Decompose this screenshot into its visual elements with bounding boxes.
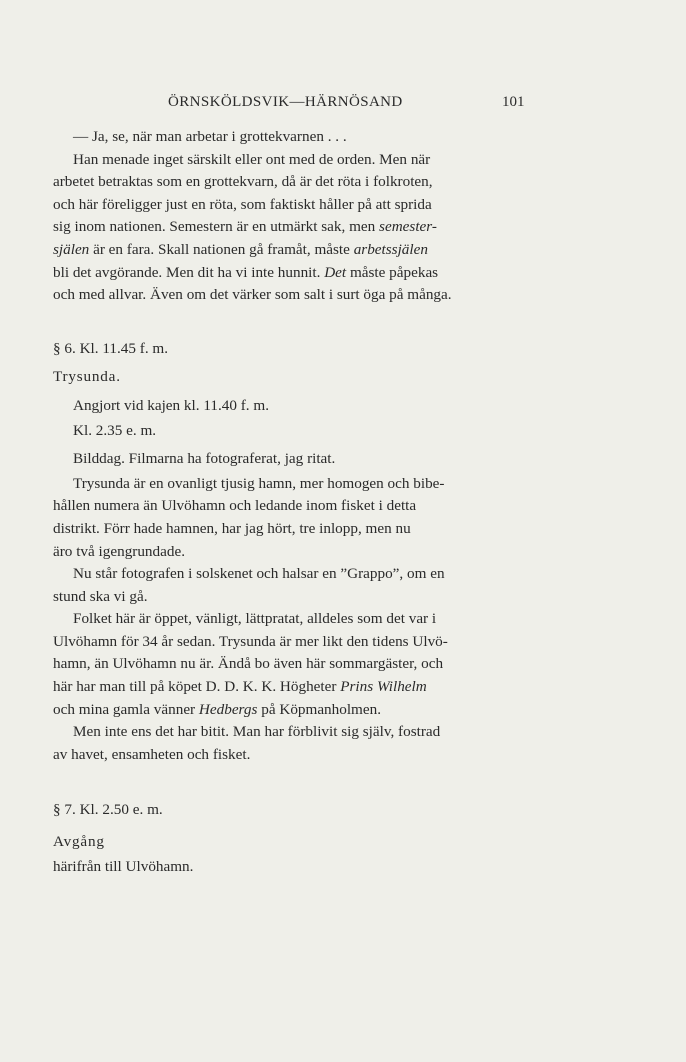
text-span: sig inom nationen. Semestern är en utmärkt sak, men [53, 218, 376, 236]
section-heading: § 6. Kl. 11.45 f. m. [53, 339, 169, 357]
text-line: härifrån till Ulvöhamn. [53, 857, 194, 875]
italic-text: semester- [379, 218, 437, 236]
italic-text: Hedbergs [198, 700, 258, 718]
place-heading: Trysunda. [53, 368, 121, 386]
text-line: arbetet betraktas som en grottekvarn, då är det röta i folkroten, [53, 173, 433, 191]
text-line: Folket här är öppet, vänligt, lättpratat, alldeles som det var i [73, 610, 437, 628]
text-line: äro två igengrundade. [53, 542, 185, 560]
italic-text: Det [324, 263, 347, 281]
text-span: här har man till på köpet D. D. K. K. Högheter [53, 678, 337, 696]
text-line: och med allvar. Även om det värker som salt i surt öga på många. [53, 286, 452, 304]
paragraph-folket [53, 608, 524, 721]
paragraph-photographer [53, 563, 524, 608]
text-span: måste påpekas [349, 263, 439, 281]
text-line: och här föreligger just en röta, som faktiskt håller på att sprida [53, 195, 432, 213]
text-line: Trysunda är en ovanligt tjusig hamn, mer homogen och bibe- [73, 474, 445, 492]
section-label: Avgång [53, 833, 105, 851]
paragraph-trysunda [53, 473, 524, 563]
section-heading: § 7. Kl. 2.50 e. m. [53, 801, 163, 819]
page-number: 101 [502, 94, 525, 110]
text-span: är en fara. Skall nationen gå framåt, måste [93, 240, 350, 258]
italic-text: arbetssjälen [353, 240, 428, 258]
text-line: av havet, ensamheten och fisket. [53, 745, 251, 763]
text-line: Nu står fotografen i solskenet och halsar en ”Grappo”, om en [73, 565, 445, 583]
text-span: bli det avgörande. Men dit ha vi inte hunnit. [53, 263, 321, 281]
text-line: hamn, än Ulvöhamn nu är. Ändå bo även här sommargäster, och [53, 655, 444, 673]
text-span: och mina gamla vänner [53, 700, 196, 718]
text-line: Kl. 2.35 e. m. [73, 421, 157, 439]
text-line [53, 699, 524, 722]
running-title: ÖRNSKÖLDSVIK—HÄRNÖSAND [168, 94, 403, 110]
text-line: distrikt. Förr hade hamnen, har jag hört, tre inlopp, men nu [53, 519, 411, 537]
text-line: — Ja, se, när man arbetar i grottekvarnen . . . [73, 128, 347, 145]
text-line: Han menade inget särskilt eller ont med de orden. Men när [73, 150, 431, 168]
text-line: Angjort vid kajen kl. 11.40 f. m. [73, 396, 270, 414]
text-span: på Köpmanholmen. [261, 700, 382, 718]
text-line: Men inte ens det har bitit. Man har förblivit sig själv, fostrad [73, 723, 441, 741]
paragraph-dialogue [53, 126, 524, 307]
text-line: Ulvöhamn för 34 år sedan. Trysunda är mer likt den tidens Ulvö- [53, 632, 448, 650]
text-line [53, 676, 524, 699]
italic-text: Prins Wilhelm [340, 678, 427, 696]
page-body [53, 126, 524, 878]
text-line: Bilddag. Filmarna ha fotograferat, jag ritat. [73, 450, 336, 468]
text-line [53, 239, 524, 262]
text-line: stund ska vi gå. [53, 587, 148, 605]
text-line [53, 216, 524, 239]
paragraph-bitit [53, 721, 524, 766]
text-line: hållen numera än Ulvöhamn och ledande inom fisket i detta [53, 497, 417, 515]
italic-text: själen [53, 240, 90, 258]
text-line [53, 262, 524, 285]
